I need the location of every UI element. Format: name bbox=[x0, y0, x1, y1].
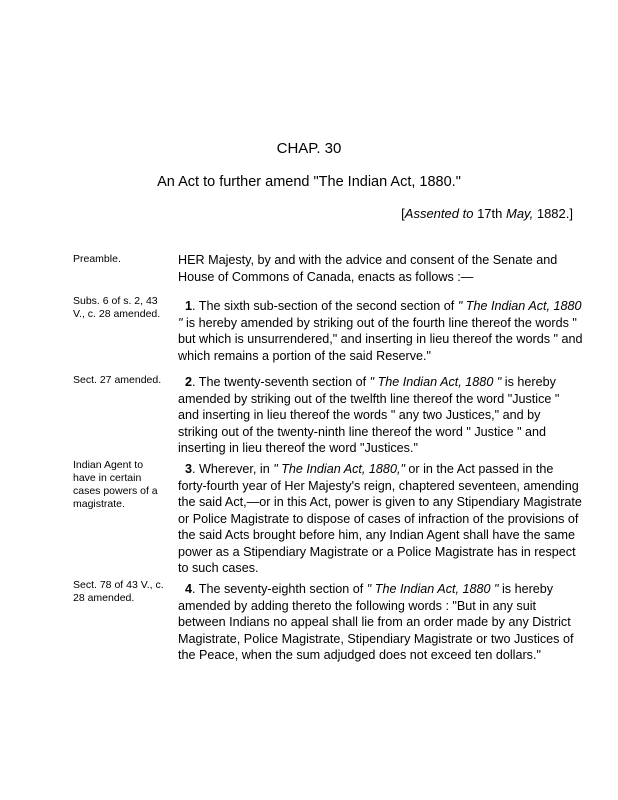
section-number: 2 bbox=[185, 375, 193, 389]
act-reference: " The Indian Act, 1880," bbox=[273, 462, 405, 476]
act-title: An Act to further amend "The Indian Act, 1880." bbox=[157, 174, 461, 190]
section-number: 1 bbox=[185, 299, 193, 313]
act-reference: " The Indian Act, 1880 " bbox=[369, 375, 502, 389]
section-3-text bbox=[178, 461, 583, 577]
act-reference: " The Indian Act, 1880 " bbox=[366, 582, 499, 596]
section-text-end: is hereby amended by striking out of the twelfth line thereof the word "Justice " and inserting in lieu thereof the words " any two Justices," and by striking out of the twenty-ninth line thereof the word " Justice " and inserting in lieu thereof the word "Justices." bbox=[178, 375, 560, 455]
section-text-start: . The twenty-seventh section of bbox=[192, 375, 370, 389]
section-text-start: . The sixth sub-section of the second section of bbox=[192, 299, 458, 313]
margin-note-section-1: Subs. 6 of s. 2, 43 V., c. 28 amended. bbox=[73, 295, 161, 320]
assent-bracket: [ bbox=[401, 206, 405, 221]
section-2-text bbox=[178, 374, 583, 457]
section-text-end: or in the Act passed in the forty-fourth year of Her Majesty's reign, chaptered seventeen, amending the said Act,—or in this Act, power is given to any Stipendiary Magistrate or Police Magistrate to dispose of cases of infraction of the provisions of the said Acts brought before him, any Indian Agent shall have the same power as a Stipendiary Magistrate or a Police Magistrate has in respect to such cases. bbox=[178, 462, 582, 575]
section-text-end: is hereby amended by striking out of the fourth line thereof the words " but which is unsurrendered," and inserting in lieu thereof the words " and which remains a portion of the said Reserve." bbox=[178, 315, 583, 363]
chapter-heading: CHAP. 30 bbox=[276, 140, 342, 157]
margin-note-section-4: Sect. 78 of 43 V., c. 28 amended. bbox=[73, 579, 164, 604]
section-text-end: is hereby amended by adding thereto the following words : "But in any suit between Indians no appeal shall lie from an order made by any District Magistrate, Police Magistrate, Stipendiary Magistrate or two Justices of the Peace, when the sum adjudged does not exceed ten dollars." bbox=[178, 582, 574, 662]
section-4-text bbox=[178, 581, 583, 664]
margin-note-preamble: Preamble. bbox=[73, 253, 121, 265]
section-1-text bbox=[178, 298, 583, 364]
assent-month: May, bbox=[506, 206, 534, 221]
section-text-start: . The seventy-eighth section of bbox=[192, 582, 367, 596]
preamble-text bbox=[178, 252, 583, 285]
section-text-start: . Wherever, in bbox=[192, 462, 274, 476]
margin-note-section-2: Sect. 27 amended. bbox=[73, 374, 162, 386]
margin-note-section-3: Indian Agent to have in certain cases powers of a magistrate. bbox=[73, 459, 158, 510]
assent-line bbox=[401, 206, 573, 221]
section-number: 3 bbox=[185, 462, 193, 476]
assent-text: Assented to bbox=[404, 206, 474, 221]
section-number: 4 bbox=[185, 582, 193, 596]
assent-day: 17th bbox=[477, 206, 503, 221]
assent-year: 1882.] bbox=[536, 206, 573, 221]
act-reference: " The Indian Act, 1880 " bbox=[178, 299, 582, 330]
preamble-body: HER Majesty, by and with the advice and consent of the Senate and House of Commons of Canada, enacts as follows :— bbox=[178, 253, 558, 284]
